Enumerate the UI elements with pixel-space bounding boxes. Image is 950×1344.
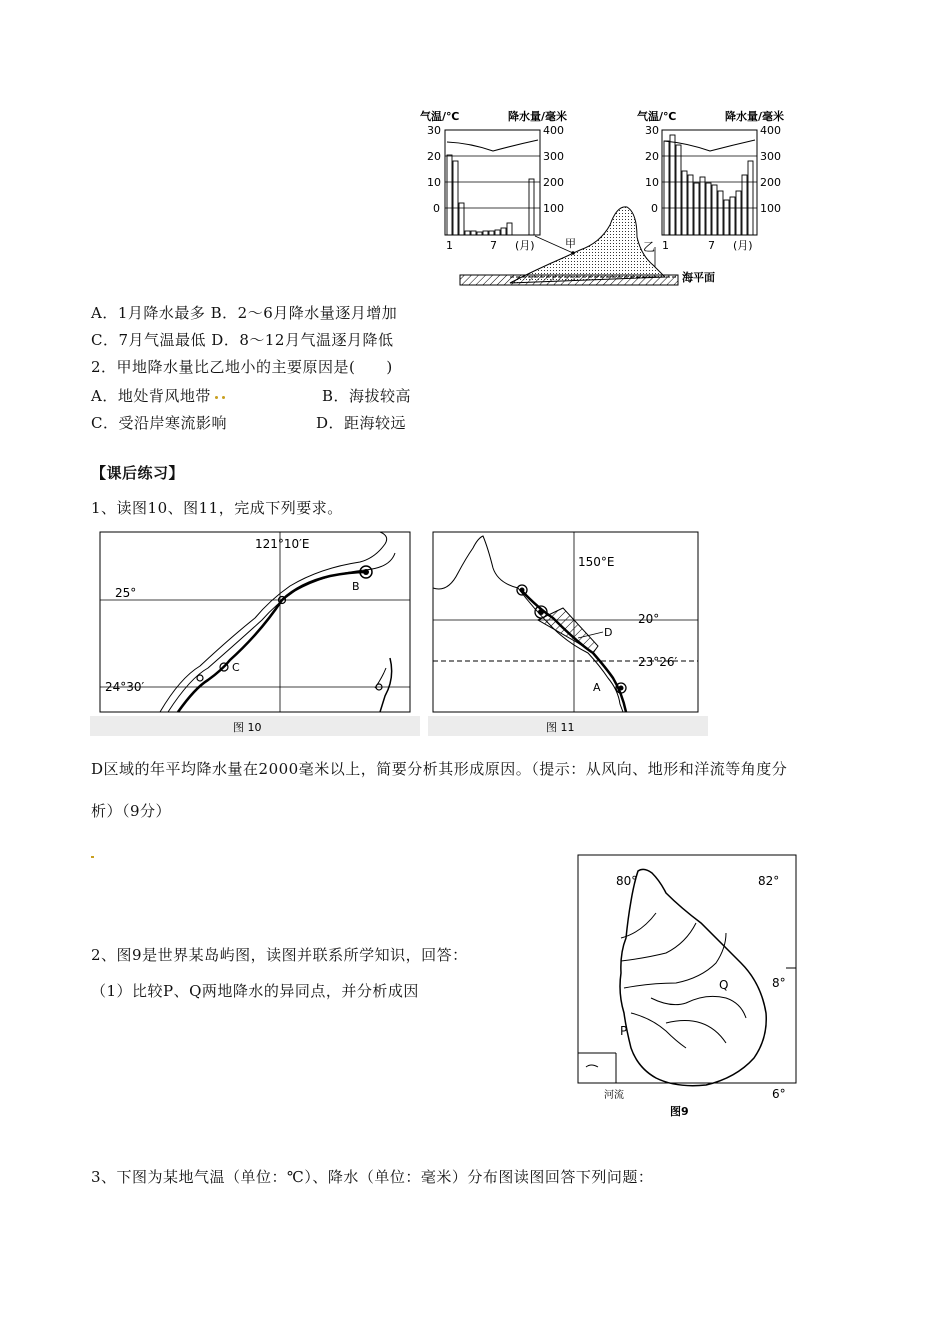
map-lon-82: 82° — [758, 874, 780, 888]
figure-11-map — [428, 528, 708, 738]
figure-10-map — [90, 528, 420, 738]
left-temp-tick-0: 0 — [433, 202, 440, 215]
terrain-label-jia: 甲 — [565, 237, 576, 250]
right-x-7: 7 — [708, 239, 715, 252]
q2-option-a — [91, 385, 225, 406]
left-temp-tick-30: 30 — [427, 124, 441, 137]
left-temp-tick-20: 20 — [427, 150, 441, 163]
fig10-lon-label: 121°10′E — [255, 537, 310, 551]
q2-stem: 2．甲地降水量比乙地小的主要原因是( ) — [91, 358, 393, 376]
ex1-question-line2: 析）（9分） — [91, 802, 172, 820]
section-title: 【课后练习】 — [91, 464, 185, 482]
q1-options-ab: A．1月降水最多 B．2～6月降水量逐月增加 — [91, 304, 398, 322]
map-legend-river: 河流 — [604, 1090, 624, 1101]
map-lat-8: 8° — [772, 976, 786, 990]
q2-option-c: C．受沿岸寒流影响 — [91, 414, 227, 432]
fig11-lon-label: 150°E — [578, 555, 615, 569]
ex2-stem: 2、图9是世界某岛屿图，读图并联系所学知识，回答： — [91, 946, 468, 964]
right-precip-tick-300: 300 — [760, 150, 781, 163]
ex3-stem: 3、下图为某地气温（单位：℃）、降水（单位：毫米）分布图读图回答下列问题： — [91, 1168, 654, 1186]
right-temp-tick-10: 10 — [645, 176, 659, 189]
right-precip-label: 降水量/毫米 — [725, 110, 785, 123]
terrain-label-yi: 乙 — [643, 240, 656, 254]
fig10-lat-2430: 24°30′ — [105, 680, 145, 694]
ex1-question-line1: D区域的年平均降水量在2000毫米以上，简要分析其形成原因。（提示：从风向、地形和洋流等角度分 — [91, 760, 788, 778]
left-temp-tick-10: 10 — [427, 176, 441, 189]
right-x-1: 1 — [662, 239, 669, 252]
ex2-sub1: （1）比较P、Q两地降水的异同点，并分析成因 — [91, 982, 419, 1000]
map-label-q: Q — [719, 978, 729, 992]
left-precip-label: 降水量/毫米 — [508, 110, 568, 123]
left-precip-tick-200: 200 — [543, 176, 564, 189]
map-lon-80: 80° — [616, 874, 638, 888]
sea-level-label: 海平面 — [682, 271, 715, 284]
left-precip-tick-400: 400 — [543, 124, 564, 137]
ex1-stem: 1、读图10、图11，完成下列要求。 — [91, 499, 343, 517]
figure-9-island-map — [576, 853, 801, 1123]
fig11-label-d: D — [604, 626, 613, 639]
fig10-label-b: B — [352, 580, 360, 593]
q2-option-d: D．距海较远 — [316, 414, 407, 432]
right-precip-tick-100: 100 — [760, 202, 781, 215]
fig11-label-a: A — [593, 681, 601, 694]
fig10-caption: 图 10 — [233, 721, 262, 734]
right-temp-label: 气温/℃ — [637, 110, 677, 123]
left-precip-tick-100: 100 — [543, 202, 564, 215]
right-temp-tick-30: 30 — [645, 124, 659, 137]
right-precip-tick-200: 200 — [760, 176, 781, 189]
left-precip-tick-300: 300 — [543, 150, 564, 163]
right-temp-tick-0: 0 — [651, 202, 658, 215]
map-label-p: P — [620, 1024, 628, 1038]
fig11-caption: 图 11 — [546, 721, 575, 734]
left-temp-label: 气温/℃ — [420, 110, 460, 123]
left-x-month: (月) — [515, 239, 535, 252]
map-caption: 图9 — [670, 1105, 689, 1118]
right-temp-tick-20: 20 — [645, 150, 659, 163]
q1-options-cd: C．7月气温最低 D．8～12月气温逐月降低 — [91, 331, 394, 349]
right-x-month: (月) — [733, 239, 753, 252]
left-x-1: 1 — [446, 239, 453, 252]
stray-mark — [91, 856, 94, 858]
climate-terrain-figure — [415, 105, 795, 290]
map-lat-6: 6° — [772, 1087, 786, 1101]
fig11-lat-2326: 23°26′ — [638, 655, 678, 669]
fig11-lat-20: 20° — [638, 612, 660, 626]
fig10-label-c: C — [232, 661, 240, 674]
fig10-lat-25: 25° — [115, 586, 137, 600]
left-x-7: 7 — [490, 239, 497, 252]
q2-option-b: B．海拔较高 — [322, 387, 412, 405]
right-precip-tick-400: 400 — [760, 124, 781, 137]
q2-option-a-text: A．地处背风地带 — [91, 387, 211, 405]
